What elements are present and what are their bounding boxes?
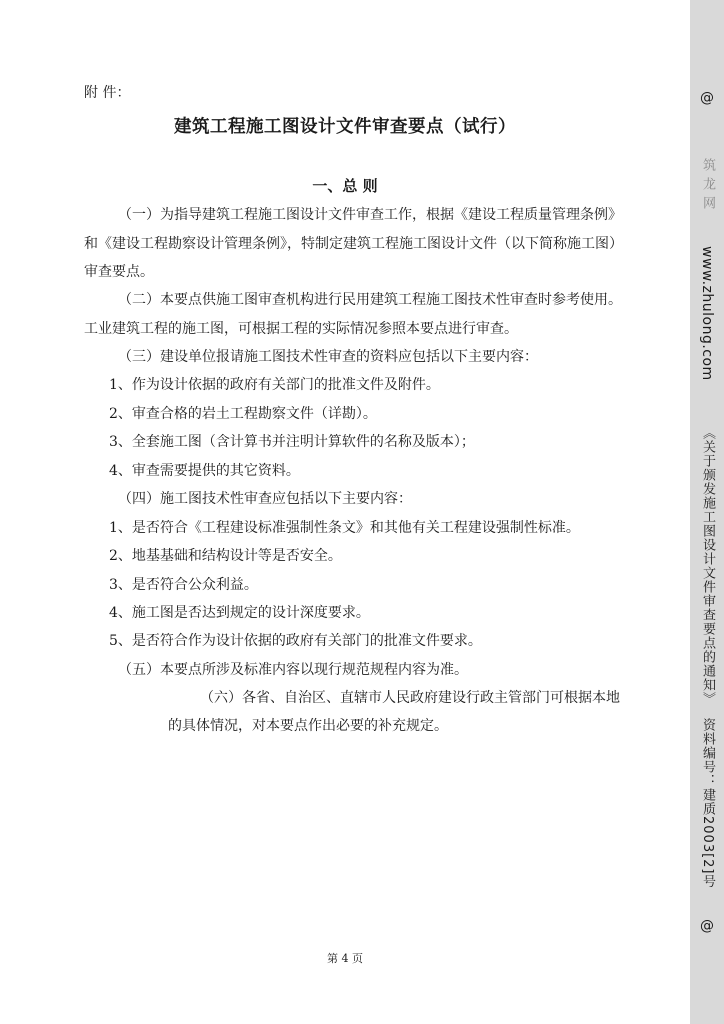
paragraph-line: （五）本要点所涉及标准内容以现行规范规程内容为准。	[118, 662, 468, 678]
sidebar-url	[690, 246, 724, 381]
list-item: 1、是否符合《工程建设标准强制性条文》和其他有关工程建设强制性标准。	[109, 520, 580, 536]
page-number: 第 4 页	[327, 952, 363, 965]
paragraph-line: （三）建设单位报请施工图技术性审查的资料应包括以下主要内容：	[118, 349, 538, 365]
site-url-text: www.zhulong.com	[699, 246, 715, 381]
list-item: 4、审查需要提供的其它资料。	[109, 463, 300, 479]
at-symbol: @	[700, 918, 714, 934]
list-item: 2、地基基础和结构设计等是否安全。	[109, 548, 342, 564]
section-heading: 一、总 则	[312, 177, 378, 195]
paragraph-line: 审查要点。	[84, 264, 154, 280]
at-symbol: @	[700, 90, 714, 106]
list-item: 5、是否符合作为设计依据的政府有关部门的批准文件要求。	[109, 633, 482, 649]
paragraph-line: 的具体情况，对本要点作出必要的补充规定。	[168, 718, 448, 734]
list-item: 3、全套施工图（含计算书并注明计算软件的名称及版本）；	[109, 434, 475, 450]
doc-title-text: 《关于颁发施工图设计文件审查要点的通知》	[700, 426, 715, 706]
list-item: 1、作为设计依据的政府有关部门的批准文件及附件。	[109, 377, 440, 393]
list-item: 2、审查合格的岩土工程勘察文件（详勘）。	[109, 406, 377, 422]
sidebar-doc-number	[690, 718, 724, 889]
paragraph-line: （四）施工图技术性审查应包括以下主要内容：	[118, 491, 412, 507]
watermark-sidebar	[690, 0, 724, 1024]
list-item: 4、施工图是否达到规定的设计深度要求。	[109, 605, 370, 621]
paragraph-line: （六）各省、自治区、直辖市人民政府建设行政主管部门可根据本地	[200, 690, 620, 706]
paragraph-line: 工业建筑工程的施工图，可根据工程的实际情况参照本要点进行审查。	[84, 321, 518, 337]
paragraph-line: （一）为指导建筑工程施工图设计文件审查工作，根据《建设工程质量管理条例》	[118, 207, 622, 223]
list-item: 3、是否符合公众利益。	[109, 577, 258, 593]
document-title: 建筑工程施工图设计文件审查要点（试行）	[174, 117, 516, 137]
sidebar-doc-title	[690, 426, 724, 706]
site-name-text: 筑 龙 网	[700, 158, 715, 211]
sidebar-bottom-symbol	[690, 918, 724, 934]
paragraph-line: （二）本要点供施工图审查机构进行民用建筑工程施工图技术性审查时参考使用。	[118, 292, 622, 308]
doc-number-text: 资料编号：建质2003[2]号	[700, 718, 715, 889]
sidebar-top-symbol	[690, 90, 724, 106]
paragraph-line: 和《建设工程勘察设计管理条例》，特制定建筑工程施工图设计文件（以下简称施工图）	[84, 236, 623, 252]
attachment-label: 附 件：	[84, 85, 131, 101]
sidebar-site-name	[690, 158, 724, 210]
